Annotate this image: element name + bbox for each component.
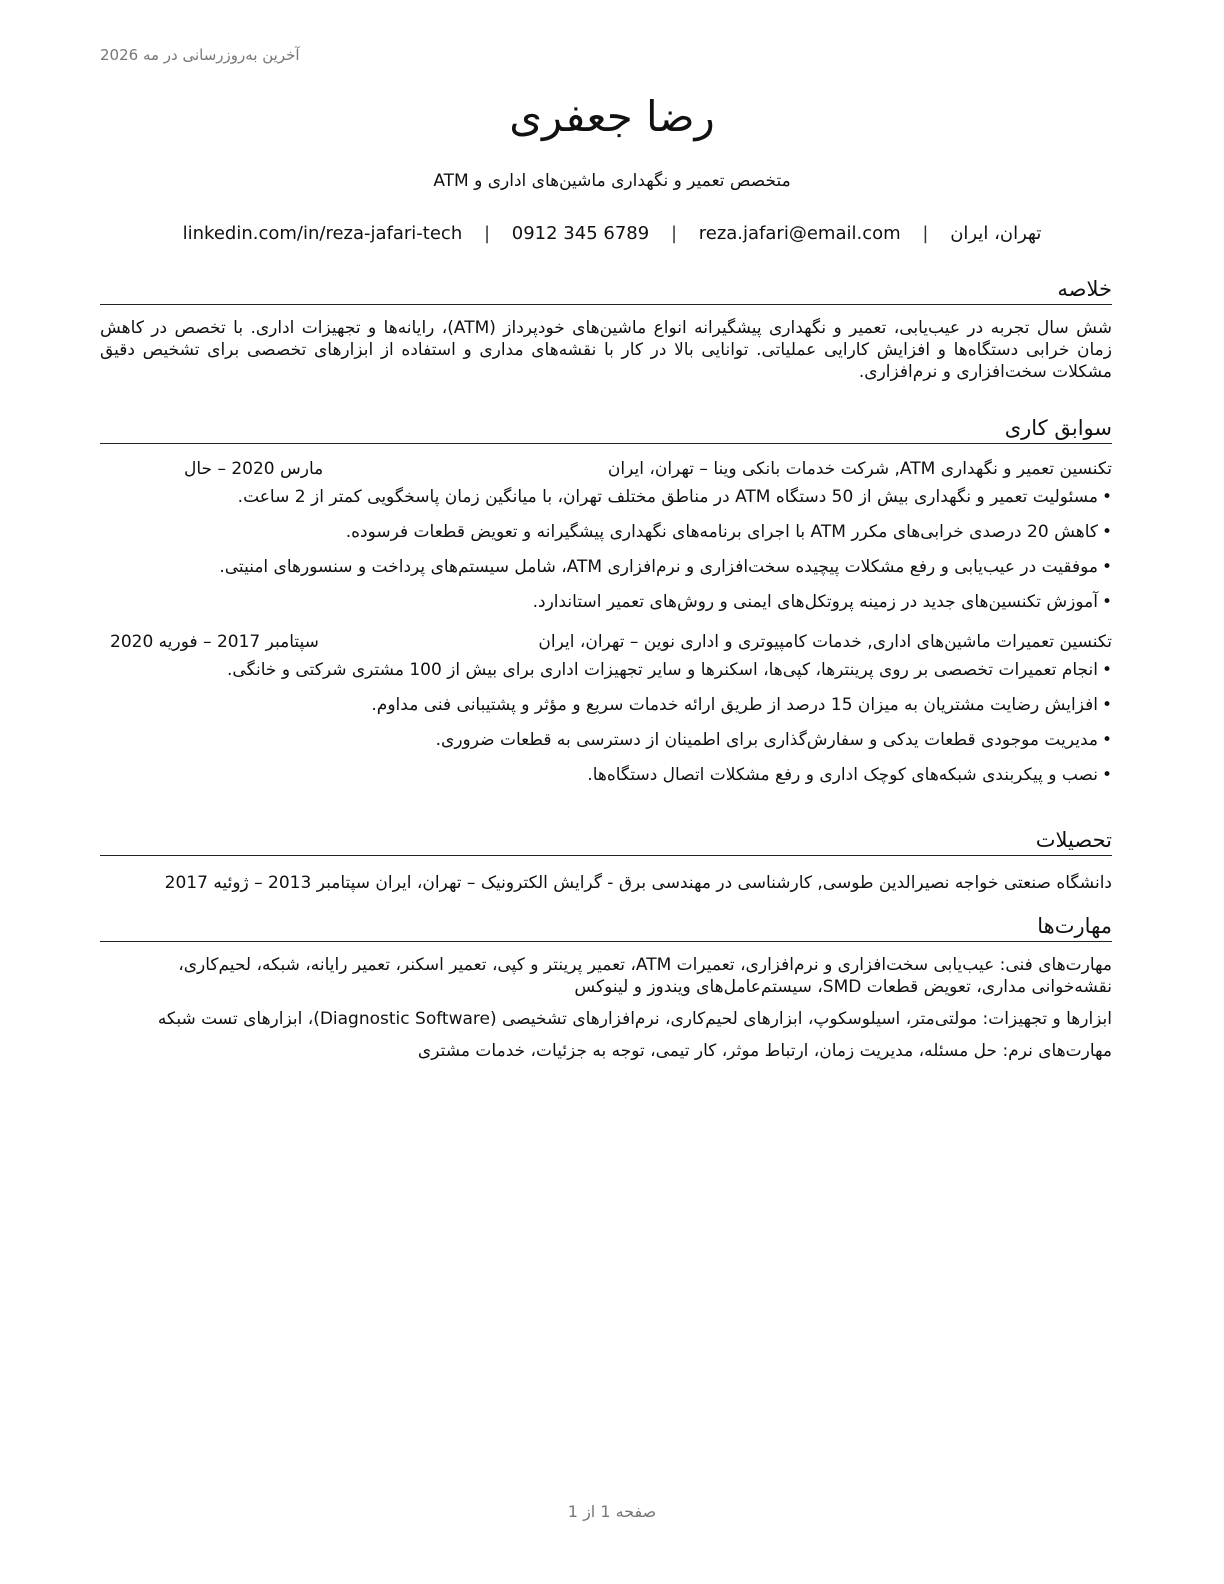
job-bullet: • موفقیت در عیب‌یابی و رفع مشکلات پیچیده سخت‌افزاری و نرم‌افزاری ATM، شامل سیستم‌های پرداخت و سنسورهای امنیتی.: [100, 556, 1112, 578]
job-entry: [100, 631, 1112, 786]
job-dates: مارس 2020 – حال: [184, 459, 324, 479]
job-dates: سپتامبر 2017 – فوریه 2020: [110, 632, 319, 652]
job-role: تکنسین تعمیرات ماشین‌های اداری, خدمات کامپیوتری و اداری نوین – تهران، ایران: [538, 632, 1112, 652]
experience-section: [100, 415, 1112, 799]
contact-email[interactable]: reza.jafari@email.com: [698, 223, 901, 244]
skills-soft: مهارت‌های نرم: حل مسئله، مدیریت زمان، ارتباط موثر، کار تیمی، توجه به جزئیات، خدمات مشتری: [417, 1041, 1112, 1061]
experience-heading: سوابق کاری: [100, 415, 1112, 444]
page-number: صفحه 1 از 1: [567, 1502, 657, 1521]
contact-linkedin[interactable]: linkedin.com/in/reza-jafari-tech: [182, 223, 463, 244]
candidate-name: رضا جعفری: [509, 92, 715, 141]
skills-heading: مهارت‌ها: [100, 913, 1112, 942]
education-entry: دانشگاه صنعتی خواجه نصیرالدین طوسی, کارشناسی در مهندسی برق - گرایش الکترونیک – تهران، ایران سپتامبر 2013 – ژوئیه 2017: [164, 873, 1112, 893]
last-updated-note: آخرین به‌روزرسانی در مه 2026: [100, 46, 300, 64]
contact-separator: |: [483, 223, 491, 244]
summary-section: [100, 276, 1112, 383]
contact-phone[interactable]: 0912 345 6789: [511, 223, 650, 244]
contact-separator: |: [922, 223, 929, 244]
skills-technical: مهارت‌های فنی: عیب‌یابی سخت‌افزاری و نرم‌افزاری، تعمیرات ATM، تعمیر پرینتر و کپی، تعمیر اسکنر، تعمیر رایانه، شبکه، لحیم‌کاری، نقشه‌خوانی مداری، تعویض قطعات SMD، سیستم‌عامل‌های ویندوز و لینوکس: [178, 955, 1112, 997]
job-bullets: [100, 486, 1112, 613]
job-bullet: • آموزش تکنسین‌های جدید در زمینه پروتکل‌های ایمنی و روش‌های تعمیر استاندارد.: [100, 591, 1112, 613]
job-bullet: • مسئولیت تعمیر و نگهداری بیش از 50 دستگاه ATM در مناطق مختلف تهران، با میانگین زمان پاسخگویی کمتر از 2 ساعت.: [100, 486, 1112, 508]
contact-line: [0, 223, 1224, 244]
job-bullet: • نصب و پیکربندی شبکه‌های کوچک اداری و رفع مشکلات اتصال دستگاه‌ها.: [100, 764, 1112, 786]
job-header: [100, 631, 1112, 653]
job-entry: [100, 458, 1112, 613]
education-heading: تحصیلات: [100, 827, 1112, 856]
job-bullets: [100, 659, 1112, 786]
job-bullet: • مدیریت موجودی قطعات یدکی و سفارش‌گذاری برای اطمینان از دسترسی به قطعات ضروری.: [100, 729, 1112, 751]
job-bullet: • کاهش 20 درصدی خرابی‌های مکرر ATM با اجرای برنامه‌های نگهداری پیشگیرانه و تعویض قطعات فرسوده.: [100, 521, 1112, 543]
summary-text: شش سال تجربه در عیب‌یابی، تعمیر و نگهداری پیشگیرانه انواع ماشین‌های خودپرداز (ATM)، رایانه‌ها و تجهیزات اداری. با تخصص در کاهش زمان خرابی دستگاه‌ها و افزایش کارایی عملیاتی. توانایی بالا در کار با نقشه‌های مداری و استفاده از ابزارهای تخصصی برای تشخیص دقیق مشکلات سخت‌افزاری و نرم‌افزاری.: [100, 318, 1112, 382]
contact-location: تهران، ایران: [950, 223, 1042, 244]
job-header: [100, 458, 1112, 480]
candidate-title: متخصص تعمیر و نگهداری ماشین‌های اداری و ATM: [433, 171, 791, 191]
job-bullet: • افزایش رضایت مشتریان به میزان 15 درصد از طریق ارائه خدمات سریع و مؤثر و پشتیبانی فنی مداوم.: [100, 694, 1112, 716]
summary-heading: خلاصه: [100, 276, 1112, 305]
skills-tools: ابزارها و تجهیزات: مولتی‌متر، اسیلوسکوپ، ابزارهای لحیم‌کاری، نرم‌افزارهای تشخیصی (Diagnostic Software)، ابزارهای تست شبکه: [157, 1009, 1112, 1029]
contact-separator: |: [670, 223, 678, 244]
skills-section: [100, 913, 1112, 1062]
job-bullet: • انجام تعمیرات تخصصی بر روی پرینترها، کپی‌ها، اسکنرها و سایر تجهیزات اداری برای بیش از 100 مشتری شرکتی و خانگی.: [100, 659, 1112, 681]
job-role: تکنسین تعمیر و نگهداری ATM, شرکت خدمات بانکی وینا – تهران، ایران: [607, 459, 1112, 479]
education-section: [100, 827, 1112, 894]
